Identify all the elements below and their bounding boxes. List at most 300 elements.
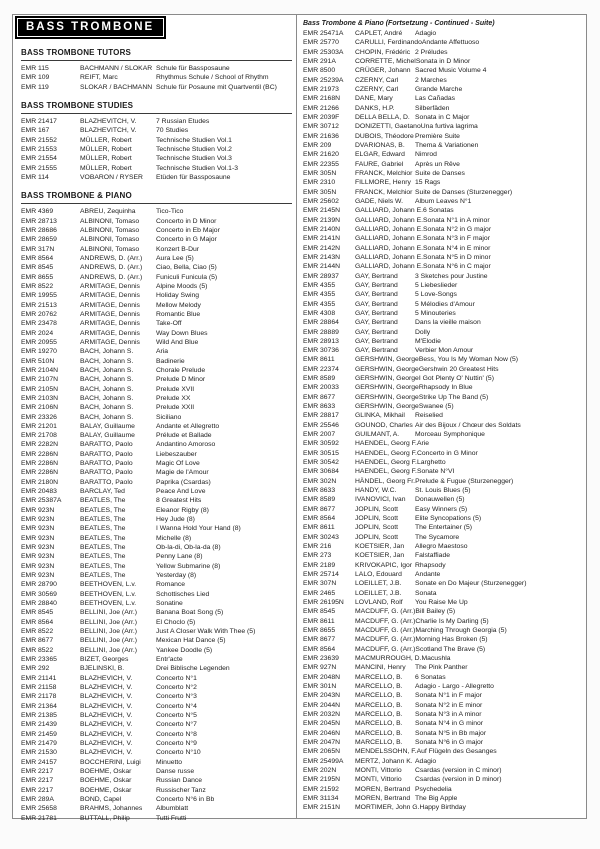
work-title: Mexican Hat Dance (5) bbox=[156, 637, 226, 645]
continuation-header: Bass Trombone & Piano (Fortsetzung - Continued - Suite) bbox=[303, 20, 495, 27]
catalog-ref: EMR 21385 bbox=[21, 712, 57, 719]
catalog-ref: EMR 923N bbox=[21, 506, 55, 514]
composer-name: BLAZHEVICH, V. bbox=[80, 712, 133, 719]
composer-name: GAY, Bertrand bbox=[355, 337, 398, 345]
composer-name: LOEILLET, J.B. bbox=[355, 589, 402, 597]
work-title: Sonata N°1 in A minor bbox=[423, 216, 490, 224]
work-title: Drei Biblische Legenden bbox=[156, 665, 230, 673]
table-row bbox=[21, 748, 292, 757]
work-title: Rhythmus Schule / School of Rhythm bbox=[156, 74, 269, 82]
composer-name: BEATLES, The bbox=[80, 516, 126, 524]
table-row bbox=[303, 617, 582, 626]
section-title: BASS TROMBONE & PIANO bbox=[21, 191, 292, 204]
composer-name: BOEHME, Oskar bbox=[80, 767, 132, 775]
catalog-ref: EMR 2106N bbox=[21, 404, 59, 412]
table-row bbox=[303, 486, 582, 495]
catalog-ref: EMR 31134 bbox=[303, 794, 339, 802]
catalog-ref: EMR 2141N bbox=[303, 235, 341, 243]
catalog-ref: EMR 923N bbox=[21, 553, 55, 561]
work-title: Schottisches Lied bbox=[156, 590, 210, 598]
composer-name: BLAZHEVICH, V. bbox=[80, 684, 133, 692]
table-row bbox=[303, 225, 582, 234]
catalog-ref: EMR 4355 bbox=[303, 281, 336, 289]
work-title: Yellow Submarine (8) bbox=[156, 562, 221, 570]
composer-name: MACDUFF, G. (Arr.) bbox=[355, 608, 416, 616]
work-title: Morning Has Broken (5) bbox=[415, 636, 488, 644]
catalog-ref: EMR 25499A bbox=[303, 757, 344, 765]
catalog-ref: EMR 289A bbox=[21, 795, 54, 803]
work-title: Siciliano bbox=[156, 413, 182, 421]
work-title: Las Cañadas bbox=[415, 95, 456, 103]
composer-name: DELLA BELLA, D. bbox=[355, 113, 410, 121]
work-title: Dans la vieille maison bbox=[415, 319, 481, 327]
table-row bbox=[303, 290, 582, 299]
catalog-ref: EMR 8611 bbox=[303, 617, 335, 625]
table-row bbox=[21, 338, 292, 347]
table-row bbox=[21, 291, 292, 300]
composer-name: BLAZHEVICH, V. bbox=[80, 749, 133, 757]
composer-name: BACH, Johann S. bbox=[80, 385, 134, 393]
work-title: Donauwellen (5) bbox=[415, 496, 465, 504]
table-row bbox=[21, 711, 292, 720]
table-row bbox=[303, 85, 582, 94]
work-title: Adagio - Largo - Allegretto bbox=[415, 682, 494, 690]
composer-name: GLINKA, Mikhail bbox=[355, 412, 405, 420]
table-row bbox=[21, 674, 292, 683]
table-row bbox=[303, 458, 582, 467]
composer-name: ARMITAGE, Dennis bbox=[80, 310, 140, 318]
catalog-ref: EMR 21973 bbox=[303, 85, 339, 93]
work-title: Take-Off bbox=[156, 320, 182, 328]
composer-name: MACDUFF, G. (Arr.) bbox=[355, 636, 416, 644]
composer-name: BLAZHEVITCH, V. bbox=[80, 117, 137, 125]
catalog-ref: EMR 2142N bbox=[303, 244, 341, 252]
catalog-ref: EMR 30736 bbox=[303, 347, 339, 355]
right-rows-container bbox=[303, 29, 582, 813]
catalog-ref: EMR 2139N bbox=[303, 216, 341, 224]
table-row bbox=[303, 113, 582, 122]
catalog-ref: EMR 21708 bbox=[21, 432, 57, 440]
table-row bbox=[21, 571, 292, 580]
work-title: 6 Sonatas bbox=[415, 673, 446, 681]
composer-name: GAY, Bertrand bbox=[355, 300, 398, 308]
work-title: Concerto N°4 bbox=[156, 702, 197, 710]
table-row bbox=[303, 132, 582, 141]
catalog-ref: EMR 115 bbox=[21, 65, 49, 72]
composer-name: JOPLIN, Scott bbox=[355, 505, 399, 513]
composer-name: GALLIARD, Johann E. bbox=[355, 216, 424, 224]
composer-name: BACH, Johann S. bbox=[80, 376, 134, 384]
composer-name: BRAHMS, Johannes bbox=[80, 805, 143, 813]
catalog-ref: EMR 317N bbox=[21, 245, 55, 253]
catalog-ref: EMR 2140N bbox=[303, 225, 341, 233]
composer-name: ARMITAGE, Dennis bbox=[80, 338, 140, 346]
catalog-ref: EMR 2105N bbox=[21, 385, 59, 393]
work-title: Rhapsody bbox=[415, 561, 446, 569]
table-row bbox=[303, 281, 582, 290]
composer-name: MÜLLER, Robert bbox=[80, 155, 132, 163]
composer-name: BARATTO, Paolo bbox=[80, 478, 133, 486]
table-row bbox=[21, 73, 292, 82]
table-row bbox=[21, 136, 292, 145]
table-row bbox=[303, 94, 582, 103]
table-row bbox=[21, 83, 292, 92]
composer-name: GERSHWIN, George bbox=[355, 384, 419, 392]
composer-name: DANE, Mary bbox=[355, 95, 393, 103]
table-row bbox=[303, 383, 582, 392]
work-title: Technische Studien Vol.1-3 bbox=[156, 164, 238, 172]
work-title: 5 Mélodies d'Amour bbox=[415, 300, 475, 308]
catalog-ref: EMR 923N bbox=[21, 534, 55, 542]
composer-name: MARCELLO, B. bbox=[355, 673, 403, 681]
composer-name: BOND, Capel bbox=[80, 795, 122, 803]
composer-name: LOVLAND, Rolf bbox=[355, 599, 403, 607]
table-row bbox=[303, 738, 582, 747]
work-title: Penny Lane (8) bbox=[156, 553, 203, 561]
composer-name: ANDREWS, D. (Arr.) bbox=[80, 254, 143, 262]
table-row bbox=[303, 104, 582, 113]
work-title: Sonate en Do Majeur (Sturzenegger) bbox=[415, 580, 527, 588]
work-title: Schule für Posaune mit Quartventil (BC) bbox=[156, 83, 277, 91]
catalog-ref: EMR 2047N bbox=[303, 738, 341, 746]
catalog-ref: EMR 2310 bbox=[303, 179, 336, 187]
composer-name: ARMITAGE, Dennis bbox=[80, 292, 140, 300]
composer-name: HAENDEL, Georg F. bbox=[355, 468, 417, 476]
table-row bbox=[21, 64, 292, 73]
catalog-ref: EMR 8677 bbox=[303, 636, 336, 644]
work-title: Marching Through Georgia (5) bbox=[415, 627, 507, 634]
catalog-ref: EMR 2145N bbox=[303, 207, 341, 215]
work-title: Aria bbox=[156, 348, 169, 356]
work-title: Elite Syncopations (5) bbox=[415, 515, 482, 523]
work-title: Russischer Tanz bbox=[156, 786, 206, 794]
work-title: El Choclo (5) bbox=[156, 618, 196, 626]
work-title: Technische Studien Vol.3 bbox=[156, 155, 232, 163]
catalog-ref: EMR 25239A bbox=[303, 76, 344, 84]
composer-name: KRIVOKAPIC, Igor bbox=[355, 561, 413, 569]
work-title: St. Louis Blues (5) bbox=[415, 487, 471, 495]
composer-name: BEETHOVEN, L.v. bbox=[80, 590, 137, 598]
work-title: 6 Sonatas bbox=[423, 207, 454, 215]
table-row bbox=[21, 263, 292, 272]
work-title: 3 Sketches pour Justine bbox=[415, 272, 488, 280]
catalog-ref: EMR 25658 bbox=[21, 805, 57, 813]
catalog-ref: EMR 30712 bbox=[303, 123, 339, 131]
work-title: Sonata N°4 in G minor bbox=[415, 720, 484, 728]
composer-name: BUTTALL, Philip bbox=[80, 814, 130, 822]
table-row bbox=[303, 505, 582, 514]
catalog-ref: EMR 21555 bbox=[21, 164, 57, 172]
composer-name: BALAY, Guillaume bbox=[80, 432, 135, 440]
catalog-ref: EMR 28790 bbox=[21, 581, 57, 589]
composer-name: CORRETTE, Michel bbox=[355, 57, 416, 65]
table-row bbox=[303, 197, 582, 206]
catalog-ref: EMR 301N bbox=[303, 682, 337, 690]
table-row bbox=[303, 523, 582, 532]
composer-name: ARMITAGE, Dennis bbox=[80, 329, 140, 337]
left-sections-container bbox=[21, 48, 292, 823]
catalog-ref: EMR 23365 bbox=[21, 656, 57, 664]
composer-name: CHOPIN, Frédéric bbox=[355, 48, 411, 56]
work-title: Concerto N°9 bbox=[156, 739, 197, 747]
table-row bbox=[21, 117, 292, 126]
catalog-ref: EMR 8564 bbox=[303, 645, 336, 653]
composer-name: VOBARON / RYSER bbox=[80, 173, 143, 181]
table-row bbox=[21, 646, 292, 655]
table-row bbox=[21, 450, 292, 459]
table-row bbox=[21, 164, 292, 173]
table-row bbox=[303, 449, 582, 458]
work-title: Prélude et Ballade bbox=[156, 432, 212, 440]
table-row bbox=[21, 795, 292, 804]
work-title: Badinerie bbox=[156, 357, 185, 365]
table-row bbox=[303, 729, 582, 738]
section-rows bbox=[21, 64, 292, 92]
work-title: Sonata N°3 in F major bbox=[423, 235, 490, 243]
composer-name: BEETHOVEN, L.v. bbox=[80, 600, 137, 608]
work-title: Peace And Love bbox=[156, 488, 206, 496]
table-row bbox=[21, 487, 292, 496]
work-title: Mellow Melody bbox=[156, 301, 201, 309]
work-title: Liebeszauber bbox=[156, 450, 197, 458]
composer-name: LALO, Edouard bbox=[355, 571, 402, 579]
work-title: Sonata N°6 in G major bbox=[415, 738, 484, 746]
composer-name: BJELINSKI, B. bbox=[80, 665, 125, 673]
catalog-page bbox=[12, 14, 587, 822]
table-row bbox=[21, 599, 292, 608]
work-title: 5 Liebeslieder bbox=[415, 281, 458, 289]
table-row bbox=[303, 234, 582, 243]
catalog-ref: EMR 21592 bbox=[303, 785, 339, 793]
table-row bbox=[21, 173, 292, 182]
work-title: Michelle (8) bbox=[156, 534, 192, 542]
composer-name: GAY, Bertrand bbox=[355, 328, 398, 336]
catalog-ref: EMR 21620 bbox=[303, 151, 339, 159]
work-title: 70 Studies bbox=[156, 127, 189, 135]
composer-name: GALLIARD, Johann E. bbox=[355, 253, 424, 261]
composer-name: ALBINONI, Tomaso bbox=[80, 245, 140, 253]
catalog-ref: EMR 2286N bbox=[21, 450, 59, 458]
composer-name: MOREN, Bertrand bbox=[355, 794, 411, 802]
catalog-ref: EMR 2024 bbox=[21, 329, 54, 337]
catalog-ref: EMR 2151N bbox=[303, 804, 341, 812]
page-title-banner bbox=[15, 16, 166, 39]
table-row bbox=[303, 411, 582, 420]
composer-name: BEETHOVEN, L.v. bbox=[80, 581, 137, 589]
work-title: Una furtiva lagrima bbox=[420, 123, 478, 131]
work-title: Sonata N°6 in C major bbox=[423, 263, 491, 271]
table-row bbox=[303, 701, 582, 710]
catalog-ref: EMR 2065N bbox=[303, 748, 341, 756]
catalog-ref: EMR 2217 bbox=[21, 767, 54, 775]
table-row bbox=[303, 48, 582, 57]
catalog-ref: EMR 21781 bbox=[21, 814, 57, 822]
table-row bbox=[303, 579, 582, 588]
table-row bbox=[21, 664, 292, 673]
work-title: Sonata bbox=[415, 589, 437, 597]
table-row bbox=[21, 786, 292, 795]
catalog-ref: EMR 2143N bbox=[303, 253, 341, 261]
table-row bbox=[303, 691, 582, 700]
table-row bbox=[21, 552, 292, 561]
work-title: Csardas (version in D minor) bbox=[415, 776, 502, 784]
work-title: Etüden für Bassposaune bbox=[156, 173, 231, 181]
composer-name: GAY, Bertrand bbox=[355, 272, 398, 280]
composer-name: BIZET, Georges bbox=[80, 656, 129, 664]
catalog-ref: EMR 26195N bbox=[303, 599, 344, 607]
composer-name: BACH, Johann S. bbox=[80, 366, 134, 374]
section-title: BASS TROMBONE TUTORS bbox=[21, 48, 292, 61]
table-row bbox=[21, 524, 292, 533]
work-title: Dolly bbox=[415, 328, 431, 336]
table-row bbox=[303, 188, 582, 197]
table-row bbox=[21, 804, 292, 813]
composer-name: MACDUFF, G. (Arr.) bbox=[355, 627, 416, 634]
work-title: 7 Russian Etudes bbox=[156, 117, 210, 125]
catalog-ref: EMR 8677 bbox=[303, 393, 336, 401]
catalog-ref: EMR 21364 bbox=[21, 702, 57, 710]
catalog-ref: EMR 28686 bbox=[21, 226, 57, 234]
work-title: 5 Minouteries bbox=[415, 309, 456, 317]
catalog-ref: EMR 510N bbox=[21, 357, 55, 365]
work-title: 8 Greatest Hits bbox=[156, 497, 202, 505]
work-title: Yesterday (8) bbox=[156, 572, 197, 580]
composer-name: FRANCK, Melchior bbox=[355, 188, 413, 196]
table-row bbox=[21, 422, 292, 431]
work-title: Albumblatt bbox=[156, 805, 189, 813]
section-title: BASS TROMBONE STUDIES bbox=[21, 101, 292, 114]
right-column bbox=[297, 15, 586, 818]
catalog-ref: EMR 20955 bbox=[21, 338, 57, 346]
catalog-ref: EMR 25303A bbox=[303, 48, 344, 56]
work-title: Falstaffiade bbox=[415, 552, 451, 560]
composer-name: GALLIARD, Johann E. bbox=[355, 244, 424, 252]
work-title: Schule für Bassposaune bbox=[156, 65, 230, 72]
table-row bbox=[303, 785, 582, 794]
catalog-ref: EMR 23639 bbox=[303, 654, 339, 662]
table-row bbox=[303, 76, 582, 85]
work-title: Nimrod bbox=[415, 151, 437, 159]
work-title: Sonata in C Major bbox=[415, 113, 470, 121]
work-title: Adagio bbox=[415, 757, 437, 765]
catalog-ref: EMR 923N bbox=[21, 572, 55, 580]
table-row bbox=[303, 561, 582, 570]
composer-name: MARCELLO, B. bbox=[355, 729, 403, 737]
composer-name: GAY, Bertrand bbox=[355, 309, 398, 317]
composer-name: SLOKAR / BACHMANN bbox=[80, 83, 153, 91]
table-row bbox=[303, 244, 582, 253]
catalog-ref: EMR 4369 bbox=[21, 208, 54, 216]
composer-name: BARATTO, Paolo bbox=[80, 450, 133, 458]
composer-name: BLAZHEVICH, V. bbox=[80, 693, 133, 701]
catalog-ref: EMR 8677 bbox=[303, 505, 336, 513]
catalog-ref: EMR 292 bbox=[21, 665, 50, 673]
composer-name: MERTZ, Johann K. bbox=[355, 757, 413, 765]
composer-name: GERSHWIN, George bbox=[355, 403, 419, 411]
work-title: Banana Boat Song (5) bbox=[156, 609, 224, 617]
composer-name: BELLINI, Joe (Arr.) bbox=[80, 609, 138, 617]
work-title: Sonata N°1 in F major bbox=[415, 692, 482, 700]
table-row bbox=[21, 720, 292, 729]
composer-name: ELGAR, Edward bbox=[355, 151, 405, 159]
catalog-ref: EMR 8564 bbox=[21, 618, 54, 626]
catalog-ref: EMR 21178 bbox=[21, 693, 57, 701]
catalog-ref: EMR 8589 bbox=[303, 496, 336, 504]
table-row bbox=[303, 775, 582, 784]
catalog-ref: EMR 28840 bbox=[21, 600, 57, 608]
composer-name: CZERNY, Carl bbox=[355, 85, 399, 93]
table-row bbox=[303, 766, 582, 775]
catalog-ref: EMR 2039F bbox=[303, 113, 340, 121]
work-title: Concerto N°10 bbox=[156, 749, 201, 757]
table-row bbox=[303, 598, 582, 607]
composer-name: MONTI, Vittorio bbox=[355, 776, 402, 784]
work-title: Prelude XXII bbox=[156, 404, 195, 412]
table-row bbox=[21, 366, 292, 375]
work-title: Sacred Music Volume 4 bbox=[415, 67, 487, 75]
table-row bbox=[21, 543, 292, 552]
catalog-ref: EMR 25714 bbox=[303, 571, 339, 579]
composer-name: CAPLET, André bbox=[355, 30, 403, 37]
work-title: Charlie Is My Darling (5) bbox=[415, 617, 489, 625]
work-title: Strike Up The Band (5) bbox=[418, 393, 489, 401]
work-title: Sonate N°VI bbox=[416, 468, 455, 476]
catalog-ref: EMR 8564 bbox=[303, 515, 336, 523]
table-row bbox=[303, 57, 582, 66]
table-row bbox=[303, 169, 582, 178]
composer-name: BLAZHEVICH, V. bbox=[80, 739, 133, 747]
composer-name: GALLIARD, Johann E. bbox=[355, 263, 424, 271]
table-row bbox=[21, 655, 292, 664]
table-row bbox=[21, 534, 292, 543]
section-rows bbox=[21, 207, 292, 823]
catalog-ref: EMR 2286N bbox=[21, 460, 59, 468]
work-title: Suite de Danses bbox=[415, 169, 465, 177]
composer-name: BACHMANN / SLOKAR bbox=[80, 65, 153, 72]
table-row bbox=[303, 551, 582, 560]
work-title: Larghetto bbox=[416, 459, 446, 467]
catalog-ref: EMR 28659 bbox=[21, 236, 57, 244]
catalog-ref: EMR 21459 bbox=[21, 730, 57, 738]
catalog-ref: EMR 2043N bbox=[303, 692, 341, 700]
work-title: Concerto in G Major bbox=[156, 236, 217, 244]
catalog-ref: EMR 21530 bbox=[21, 749, 57, 757]
composer-name: MARCELLO, B. bbox=[355, 701, 403, 709]
work-title: Way Down Blues bbox=[156, 329, 208, 337]
catalog-ref: EMR 273 bbox=[303, 552, 332, 560]
work-title: Concerto N°3 bbox=[156, 693, 197, 701]
catalog-ref: EMR 21636 bbox=[303, 132, 339, 140]
work-title: Funiculi Funicula (5) bbox=[156, 273, 218, 281]
composer-name: IVANOVICI, Ivan bbox=[355, 496, 406, 504]
table-row bbox=[21, 329, 292, 338]
catalog-ref: EMR 20483 bbox=[21, 488, 57, 496]
composer-name: DUBOIS, Théodore bbox=[355, 132, 414, 140]
catalog-ref: EMR 21266 bbox=[303, 104, 339, 112]
catalog-ref: EMR 21158 bbox=[21, 684, 57, 692]
work-title: Sonata N°2 in G major bbox=[423, 225, 492, 233]
table-row bbox=[303, 710, 582, 719]
table-row bbox=[21, 217, 292, 226]
table-row bbox=[303, 467, 582, 476]
composer-name: GUILMANT, A. bbox=[355, 431, 400, 439]
work-title: Bill Bailey (5) bbox=[415, 608, 456, 616]
work-title: Russian Dance bbox=[156, 777, 203, 785]
work-title: 5 Love-Songs bbox=[415, 291, 457, 299]
catalog-ref: EMR 114 bbox=[21, 173, 49, 181]
catalog-ref: EMR 30542 bbox=[303, 459, 339, 467]
catalog-ref: EMR 28864 bbox=[303, 319, 339, 327]
